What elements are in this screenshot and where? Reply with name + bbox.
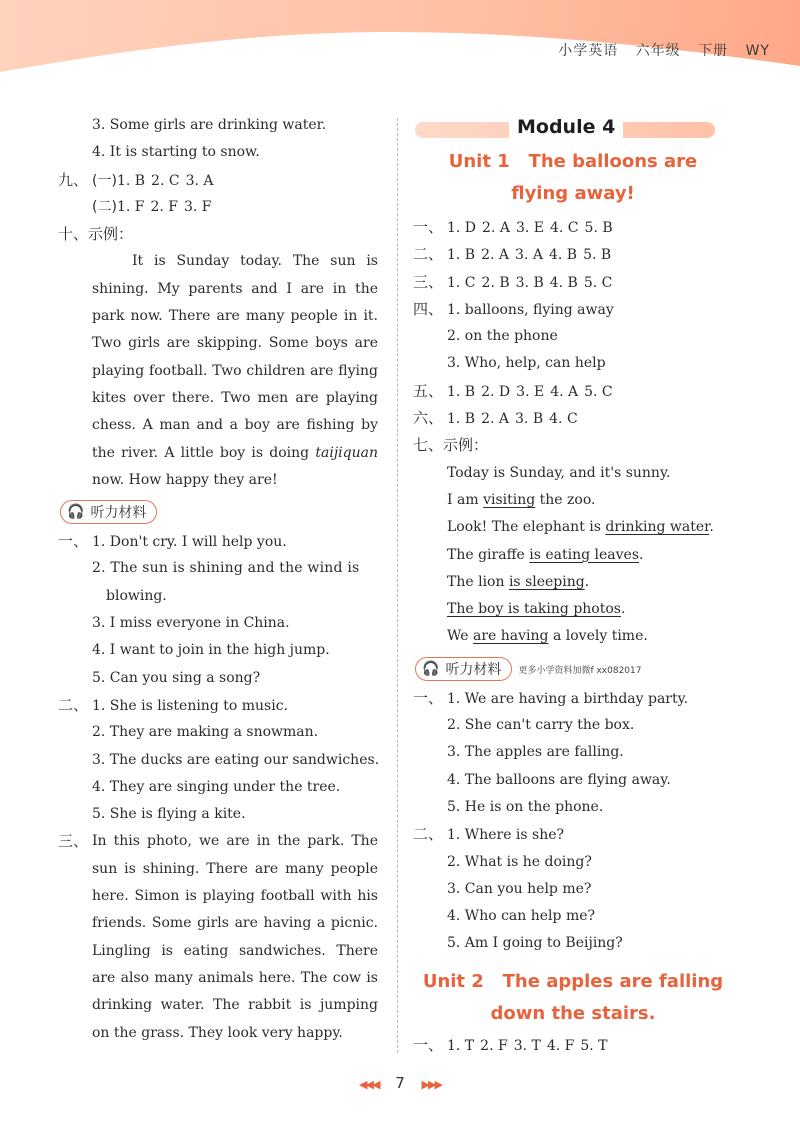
q9-answer: 3. F (184, 198, 212, 215)
header-volume: 下册 (698, 43, 729, 59)
answer: 3. E (515, 220, 544, 236)
answer: 1. T (447, 1037, 475, 1054)
underlined-text: is sleeping (508, 573, 585, 590)
module-header (413, 114, 733, 146)
section-label: 一、 (58, 532, 89, 551)
listen-s2-line (58, 692, 378, 719)
answer: 4. F (546, 1037, 575, 1054)
answer: 4. B (548, 247, 578, 264)
q10-essay (58, 248, 378, 494)
example-line (413, 623, 733, 650)
listen-item: 2. The sun is shining and the wind is (92, 560, 360, 577)
left-column (58, 112, 378, 1047)
example-line: Today is Sunday, and it's sunny. (447, 464, 671, 481)
listen-item: 4. The balloons are flying away. (447, 771, 671, 788)
answer: 3. B (515, 411, 544, 428)
listen-item: 3. Can you help me? (447, 880, 592, 897)
answer: 3. T (513, 1037, 541, 1054)
q6-line (413, 405, 733, 432)
listen-item: 4. I want to join in the high jump. (92, 642, 330, 659)
answer: 1. balloons, flying away (447, 301, 614, 318)
text: The giraffe (447, 546, 525, 563)
answer-line: 3. Some girls are drinking water. (92, 117, 327, 133)
answer: 2. on the phone (447, 328, 558, 345)
page-number: 7 (395, 1074, 405, 1092)
listen-item: 2. What is he doing? (447, 853, 592, 870)
section-label: 二、 (413, 245, 444, 264)
underlined-text: drinking water (605, 519, 710, 536)
listen-item: 4. Who can help me? (447, 908, 596, 925)
listen-item: 5. She is flying a kite. (92, 806, 246, 823)
answer: 2. B (481, 274, 510, 291)
header-info (546, 40, 770, 60)
text: the zoo. (539, 491, 596, 508)
answer: 3. Who, help, can help (447, 355, 606, 372)
q9-answer: 2. C (151, 172, 180, 189)
listen-item: 5. He is on the phone. (447, 798, 604, 815)
listen-item: 1. She is listening to music. (92, 697, 288, 714)
answer: 5. B (584, 220, 613, 236)
q9-group1-prefix: (一) (92, 172, 117, 189)
answer: 5. B (583, 247, 612, 264)
answer: 1. C (447, 274, 476, 291)
answer-line: 4. It is starting to snow. (92, 144, 260, 161)
q9-answer: 1. F (116, 198, 145, 215)
headphones-icon: 🎧 (67, 504, 85, 521)
answer: 2. A (481, 411, 510, 428)
answer: 5. T (580, 1037, 608, 1054)
q9-answer: 1. B (116, 172, 146, 189)
answer: 2. D (481, 383, 511, 400)
header-edition: WY (745, 43, 770, 59)
listen-paragraph: In this photo, we are in the park. The sun is shining. There are many people here. Simon is playing football with his friends. Some girls are having a picnic. Lingling is eating sandwiches. There are also many animals here. The cow is drinking water. The rabbit is jumping on the grass. They look very happy. (92, 833, 378, 1041)
listen-item: blowing. (106, 587, 167, 604)
listen-s3 (58, 828, 378, 1046)
example-line (413, 487, 733, 514)
example-line: The lion is sleeping. (447, 573, 590, 590)
listen-s1-line (413, 685, 733, 712)
q9-line2 (58, 194, 378, 221)
column-divider (397, 118, 398, 1053)
answer: 2. A (481, 247, 510, 264)
unit2-q1-line (413, 1032, 733, 1059)
listening-tag-row (413, 651, 733, 685)
answer: 2. A (482, 220, 510, 236)
section-label: 五、 (413, 381, 444, 400)
example-line: The boy is taking photos. (447, 601, 626, 618)
listen-s2-line (413, 821, 733, 848)
listen-item: 2. They are making a snowman. (92, 724, 319, 741)
section-label: 六、 (413, 409, 444, 428)
listen-item: 3. The apples are falling. (447, 744, 624, 761)
header-grade: 六年级 (635, 43, 681, 59)
underlined-text: is eating leaves (529, 546, 640, 563)
answer: 3. E (516, 383, 545, 400)
answer: 5. C (584, 383, 613, 400)
right-arrows-icon: ▶▶▶ (421, 1078, 441, 1091)
essay-italic: taijiquan (315, 444, 378, 461)
section-label: 一、 (413, 1035, 444, 1054)
listening-tag-label: 听力材料 (90, 505, 147, 522)
right-column (413, 112, 733, 1059)
essay-text: It is Sunday today. The sun is shining. My parents and I are in the park now. There are many people in it. Two girls are skipping. Some boys are playing football. Two children are flying kites over there. Two men are playing chess. A man and a boy are fishing by the river. A little boy is doing (92, 253, 378, 461)
answer-row (413, 241, 733, 268)
header-band (0, 0, 800, 95)
section-label: 二、 (413, 825, 444, 844)
answer: 5. C (583, 274, 613, 291)
header-subject: 小学英语 (558, 43, 619, 59)
q4-line (413, 296, 733, 323)
listen-s1-line (58, 528, 378, 555)
text: We (447, 628, 469, 645)
page-footer (0, 1074, 800, 1092)
answer: 1. B (447, 411, 476, 428)
section-label: 一、 (413, 688, 444, 707)
answer-row (413, 214, 733, 241)
listen-item: 1. Where is she? (447, 827, 565, 844)
answer: 4. C (550, 220, 579, 236)
listen-item: 5. Am I going to Beijing? (447, 935, 623, 952)
listening-tag-label: 听力材料 (445, 661, 502, 678)
answer: 4. A (550, 383, 579, 400)
example-line: Look! The elephant is drinking water. (447, 519, 714, 536)
unit1-title-line1: Unit 1 The balloons are (448, 151, 698, 172)
q9-line1 (58, 167, 378, 194)
listen-item: 1. We are having a birthday party. (447, 690, 689, 707)
unit1-title-line2: flying away! (511, 183, 635, 204)
essay-text-end: now. How happy they are! (92, 471, 278, 488)
example-line: The giraffe is eating leaves. (447, 546, 644, 563)
section-label: 二、 (58, 695, 89, 714)
section-label: 三、 (413, 272, 444, 291)
listening-material-tag (60, 500, 157, 524)
answer: 3. A (515, 247, 543, 264)
q10-label: 十、示例： (58, 225, 134, 244)
text: Look! The elephant is (447, 519, 601, 536)
listen-item: 2. She can't carry the box. (447, 717, 635, 734)
q7-label: 七、示例： (413, 436, 489, 455)
answer: 2. F (480, 1037, 508, 1054)
answer-row (413, 269, 733, 296)
section-label: 三、 (58, 832, 89, 851)
q7-label-line (413, 432, 733, 459)
listen-item: 3. I miss everyone in China. (92, 615, 290, 632)
listen-item: 4. They are singing under the tree. (92, 778, 341, 795)
answer: 1. D (447, 220, 477, 236)
underlined-text: visiting (483, 491, 536, 508)
watermark-note: 更多小学资料加微f xx082017 (518, 665, 642, 676)
q9-group2-prefix: (二) (92, 198, 117, 215)
q9-answer: 2. F (150, 198, 178, 215)
answer: 4. C (549, 411, 578, 428)
listen-item: 3. The ducks are eating our sandwiches. (92, 751, 380, 768)
q9-label: 九、 (58, 170, 89, 189)
unit2-title-line1: Unit 2 The apples are falling (422, 970, 724, 992)
headphones-icon: 🎧 (422, 660, 440, 677)
module-title: Module 4 (509, 116, 623, 138)
text: The lion (447, 573, 505, 590)
listen-item: 1. Don't cry. I will help you. (92, 534, 287, 551)
answer: 3. B (515, 274, 544, 291)
answer: 4. B (549, 274, 578, 291)
listen-item: 5. Can you sing a song? (92, 669, 261, 686)
section-label: 一、 (413, 218, 444, 236)
text: a lovely time. (552, 628, 648, 645)
answer: 1. B (447, 247, 476, 264)
listening-material-tag (415, 657, 512, 681)
left-arrows-icon: ◀◀◀ (359, 1078, 379, 1091)
q5-line (413, 378, 733, 405)
unit2-title-line2: down the stairs. (490, 1002, 656, 1024)
section-label: 四、 (413, 299, 444, 318)
answer: 1. B (447, 383, 476, 400)
q10-label-line (58, 221, 378, 248)
underlined-text: The boy is taking photos (447, 601, 621, 618)
text: I am (447, 491, 479, 508)
q9-answer: 3. A (185, 172, 214, 189)
underlined-text: are having (473, 628, 549, 645)
